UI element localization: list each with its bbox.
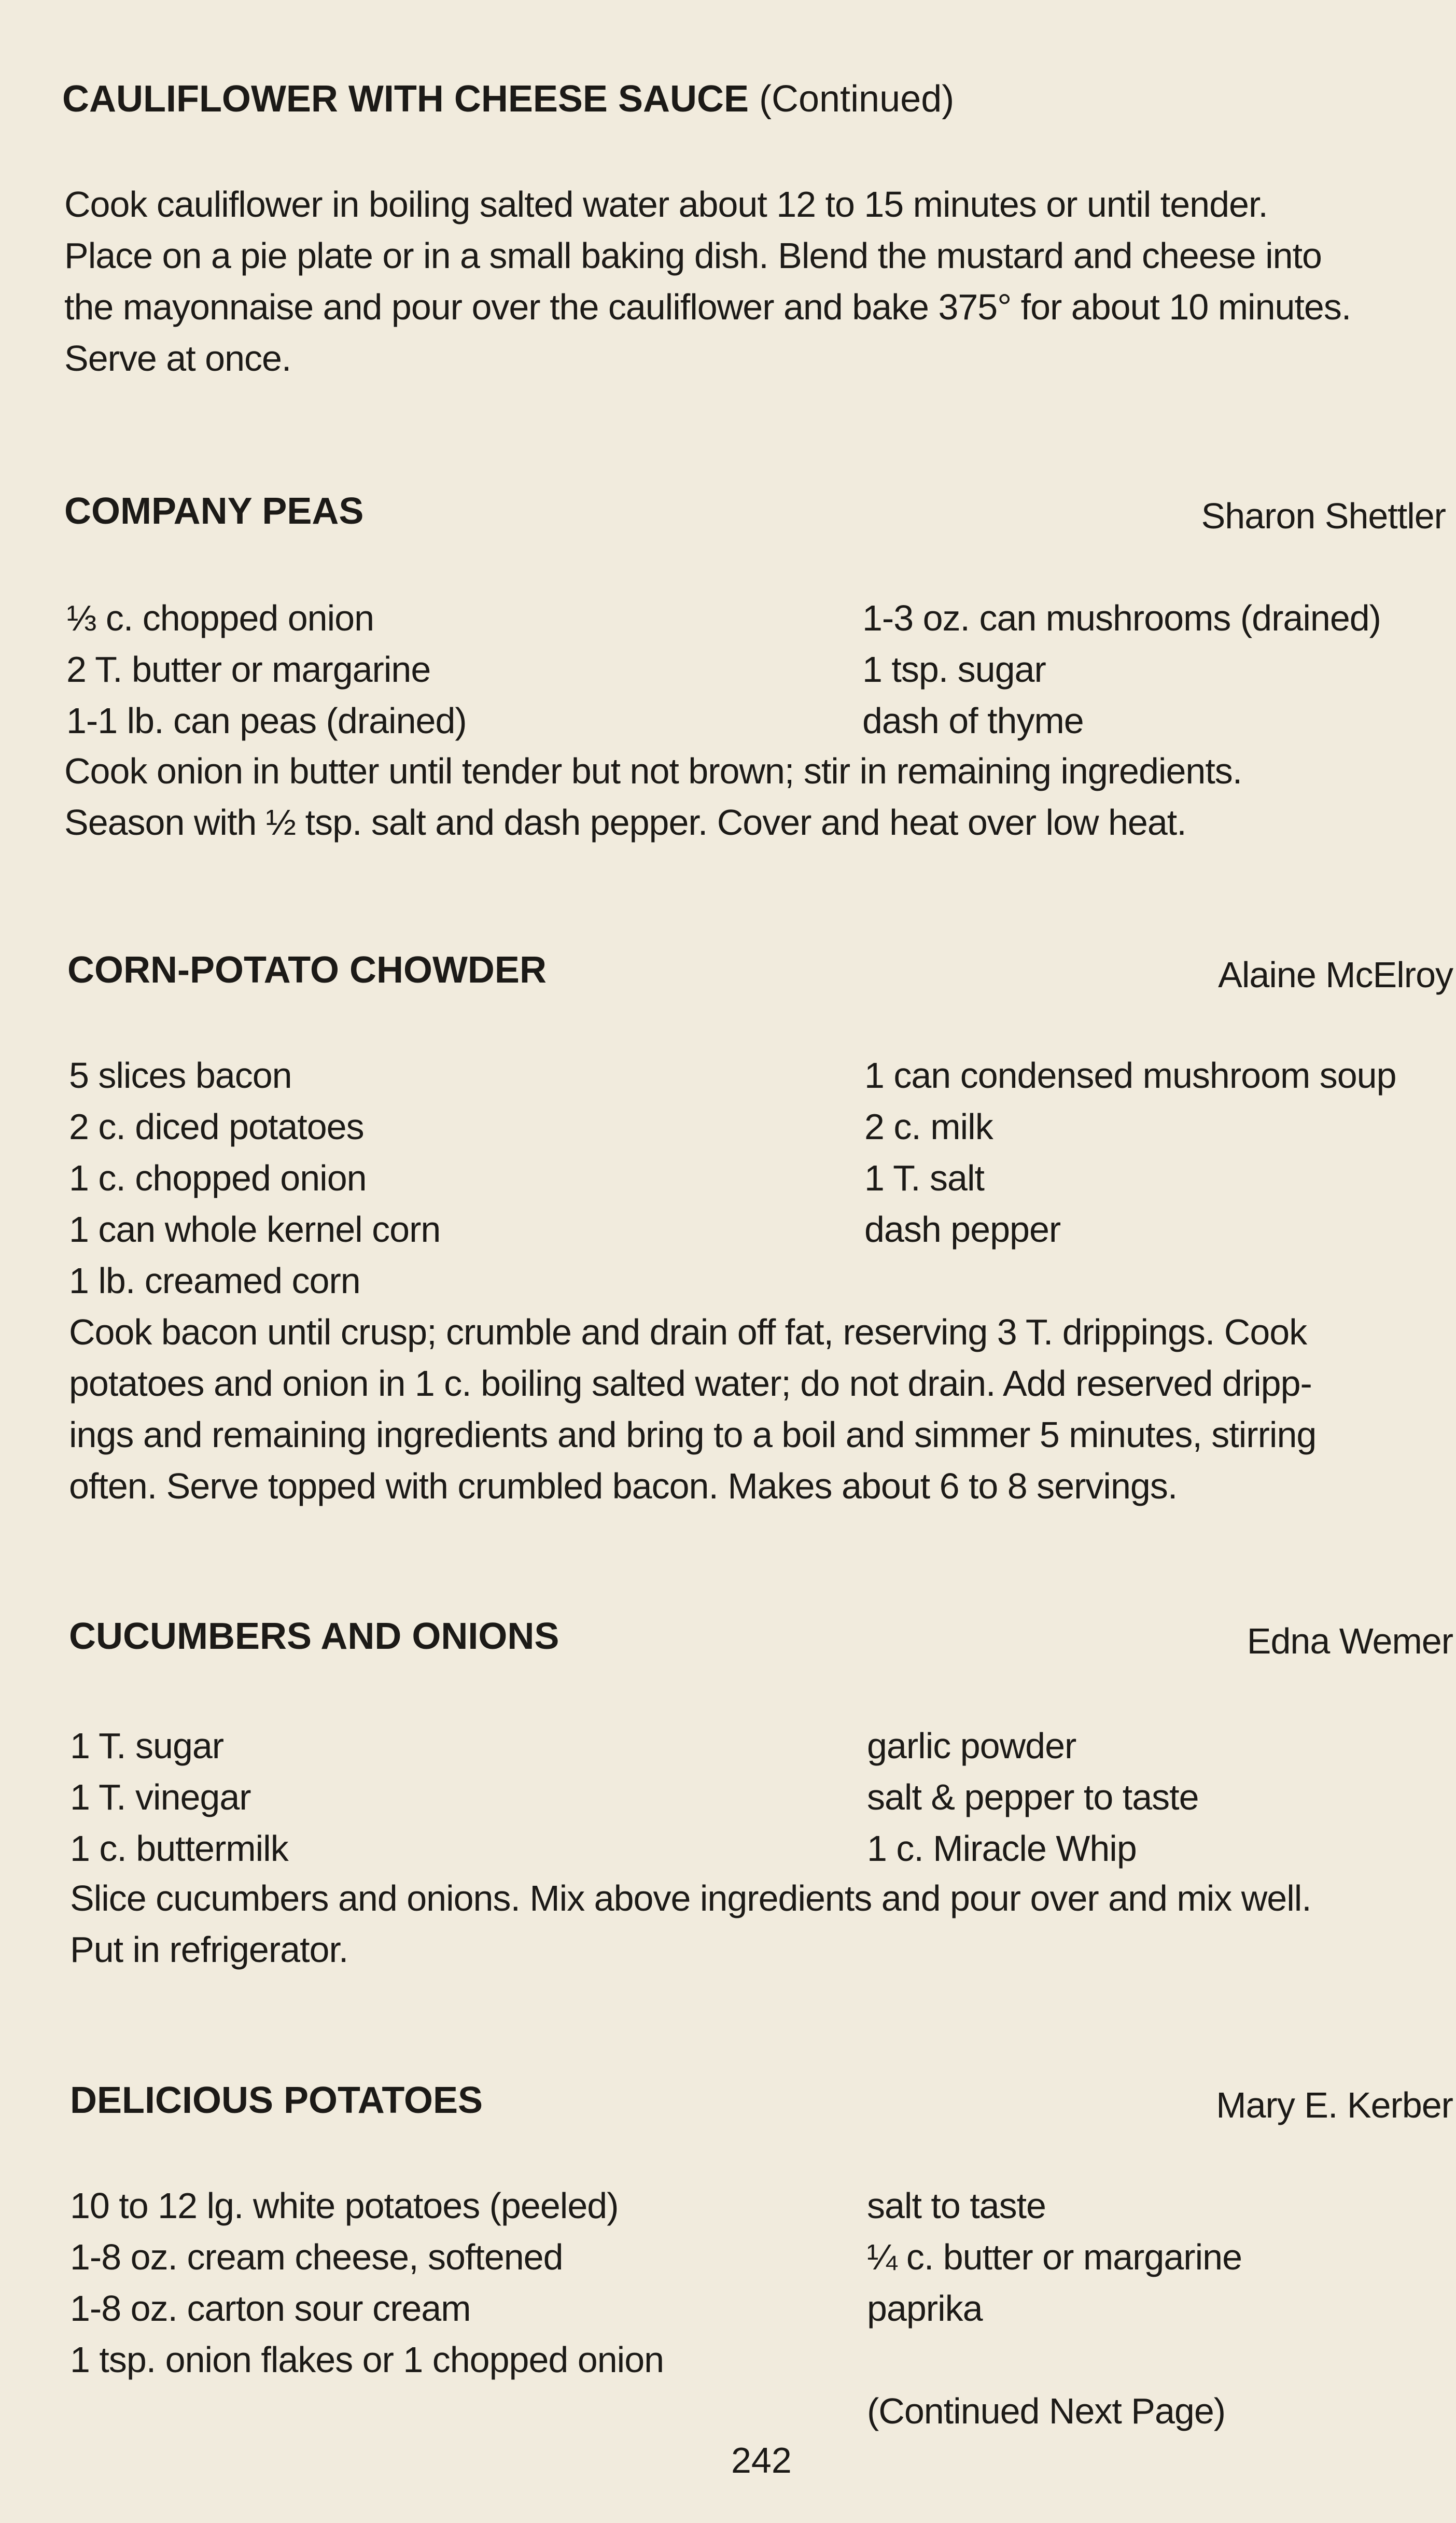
ingredient-line: 2 c. milk — [864, 1106, 993, 1147]
ingredient-line: 1 tsp. onion flakes or 1 chopped onion — [70, 2339, 664, 2380]
section-title-corn-potato-chowder: CORN-POTATO CHOWDER — [67, 949, 547, 991]
ingredient-line: ¼ c. butter or margarine — [867, 2237, 1242, 2277]
instructions-cauliflower: Cook cauliflower in boiling salted water about 12 to 15 minutes or until tender. Place on a pie plate or in a small baking dish. Blend the mustard and cheese into the mayonnaise and pour over the cauliflower and bake 375° for about 10 minutes. Serve at once. — [64, 184, 1351, 379]
author-delicious-potatoes: Mary E. Kerber — [1216, 2085, 1453, 2125]
ingredient-line: 1-8 oz. carton sour cream — [70, 2288, 471, 2329]
section-title-company-peas: COMPANY PEAS — [64, 490, 364, 532]
ingredient-line: 1 c. Miracle Whip — [867, 1828, 1137, 1869]
section-title-cauliflower: CAULIFLOWER WITH CHEESE SAUCE (Continued) — [62, 78, 955, 120]
author-company-peas: Sharon Shettler — [1201, 496, 1446, 536]
ingredient-line: 1-1 lb. can peas (drained) — [66, 700, 467, 741]
ingredient-line: 1 c. chopped onion — [69, 1158, 367, 1198]
section-title-cucumbers-onions: CUCUMBERS AND ONIONS — [69, 1616, 559, 1657]
ingredients-left-corn-potato — [69, 1050, 440, 1307]
ingredient-line: 2 c. diced potatoes — [69, 1106, 364, 1147]
section-title-delicious-potatoes: DELICIOUS POTATOES — [70, 2080, 483, 2121]
continued-next-page: (Continued Next Page) — [867, 2391, 1226, 2431]
ingredient-line: salt to taste — [867, 2185, 1046, 2226]
ingredient-line: paprika — [867, 2288, 983, 2329]
ingredients-right-delicious-potatoes — [867, 2180, 1242, 2334]
ingredient-line: 1-3 oz. can mushrooms (drained) — [862, 598, 1381, 638]
ingredient-line: 1 can whole kernel corn — [69, 1209, 441, 1250]
ingredient-line: 1 lb. creamed corn — [69, 1260, 360, 1301]
page-number: 242 — [731, 2440, 792, 2480]
author-corn-potato-chowder: Alaine McElroy — [1218, 955, 1453, 995]
ingredients-left-cucumbers — [70, 1720, 288, 1874]
ingredient-line: 1-8 oz. cream cheese, softened — [70, 2237, 563, 2277]
instructions-corn-potato: Cook bacon until crusp; crumble and drain off fat, reserving 3 T. drippings. Cook potatoes and onion in 1 c. boiling salted water; do not drain. Add reserved dripp- ings and remaining ingredients and bring to a boil and simmer 5 minutes, stirring often. Serve topped with crumbled bacon. Makes about 6 to 8 servings. — [69, 1312, 1317, 1506]
ingredients-left-delicious-potatoes — [70, 2180, 664, 2386]
ingredient-line: 1 can condensed mushroom soup — [864, 1055, 1396, 1096]
ingredient-line: ⅓ c. chopped onion — [66, 598, 374, 638]
ingredient-line: 2 T. butter or margarine — [66, 649, 431, 690]
ingredient-line: 5 slices bacon — [69, 1055, 292, 1096]
ingredient-line: 1 T. sugar — [70, 1726, 224, 1766]
instructions-cucumbers: Slice cucumbers and onions. Mix above ingredients and pour over and mix well. Put in refrigerator. — [70, 1878, 1311, 1970]
instructions-company-peas: Cook onion in butter until tender but not brown; stir in remaining ingredients. Season with ½ tsp. salt and dash pepper. Cover and heat over low heat. — [64, 751, 1242, 843]
ingredient-line: salt & pepper to taste — [867, 1777, 1199, 1817]
continued-label: (Continued) — [759, 78, 955, 120]
ingredient-line: dash pepper — [864, 1209, 1061, 1250]
ingredient-line: dash of thyme — [862, 700, 1084, 741]
ingredient-line: 1 tsp. sugar — [862, 649, 1046, 690]
ingredients-left-company-peas — [66, 593, 467, 747]
ingredient-line: 1 c. buttermilk — [70, 1828, 288, 1869]
author-cucumbers-onions: Edna Wemer — [1247, 1621, 1453, 1661]
ingredient-line: 1 T. vinegar — [70, 1777, 251, 1817]
ingredients-right-cucumbers — [867, 1720, 1199, 1874]
ingredients-right-corn-potato — [864, 1050, 1396, 1255]
ingredient-line: 1 T. salt — [864, 1158, 984, 1198]
ingredients-right-company-peas — [862, 593, 1381, 747]
ingredient-line: 10 to 12 lg. white potatoes (peeled) — [70, 2185, 619, 2226]
ingredient-line: garlic powder — [867, 1726, 1076, 1766]
